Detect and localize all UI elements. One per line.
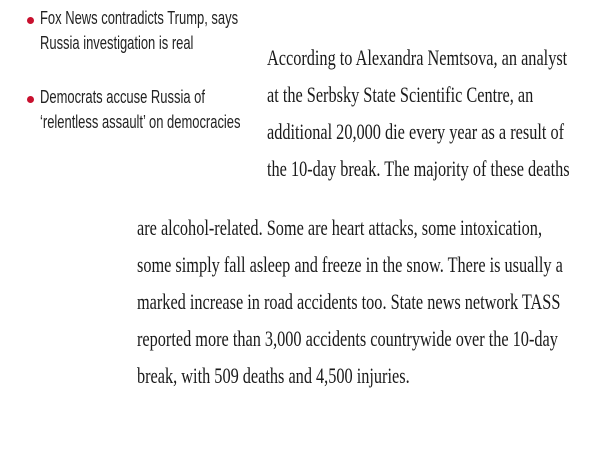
bullet-icon xyxy=(27,17,34,24)
article-line: are alcohol-related. Some are heart attacks, some intoxication, xyxy=(137,215,543,240)
article-line: additional 20,000 die every year as a result of xyxy=(267,119,565,144)
article-line: at the Serbsky State Scientific Centre, an xyxy=(267,82,534,107)
article-line: the 10-day break. The majority of these deaths xyxy=(267,156,570,181)
related-link-line[interactable]: Fox News contradicts Trump, says xyxy=(40,8,239,28)
article-line: some simply fall asleep and freeze in the snow. There is usually a xyxy=(137,252,563,277)
article-line: marked increase in road accidents too. State news network TASS xyxy=(137,289,561,314)
article-line: break, with 509 deaths and 4,500 injuries. xyxy=(137,363,410,388)
related-link-line[interactable]: Democrats accuse Russia of xyxy=(40,87,205,107)
bullet-icon xyxy=(27,96,34,103)
article-line: reported more than 3,000 accidents countrywide over the 10-day xyxy=(137,326,558,351)
related-link-line[interactable]: Russia investigation is real xyxy=(40,33,194,53)
article-line: According to Alexandra Nemtsova, an analyst xyxy=(267,45,568,70)
related-link-line[interactable]: ‘relentless assault’ on democracies xyxy=(40,112,241,132)
